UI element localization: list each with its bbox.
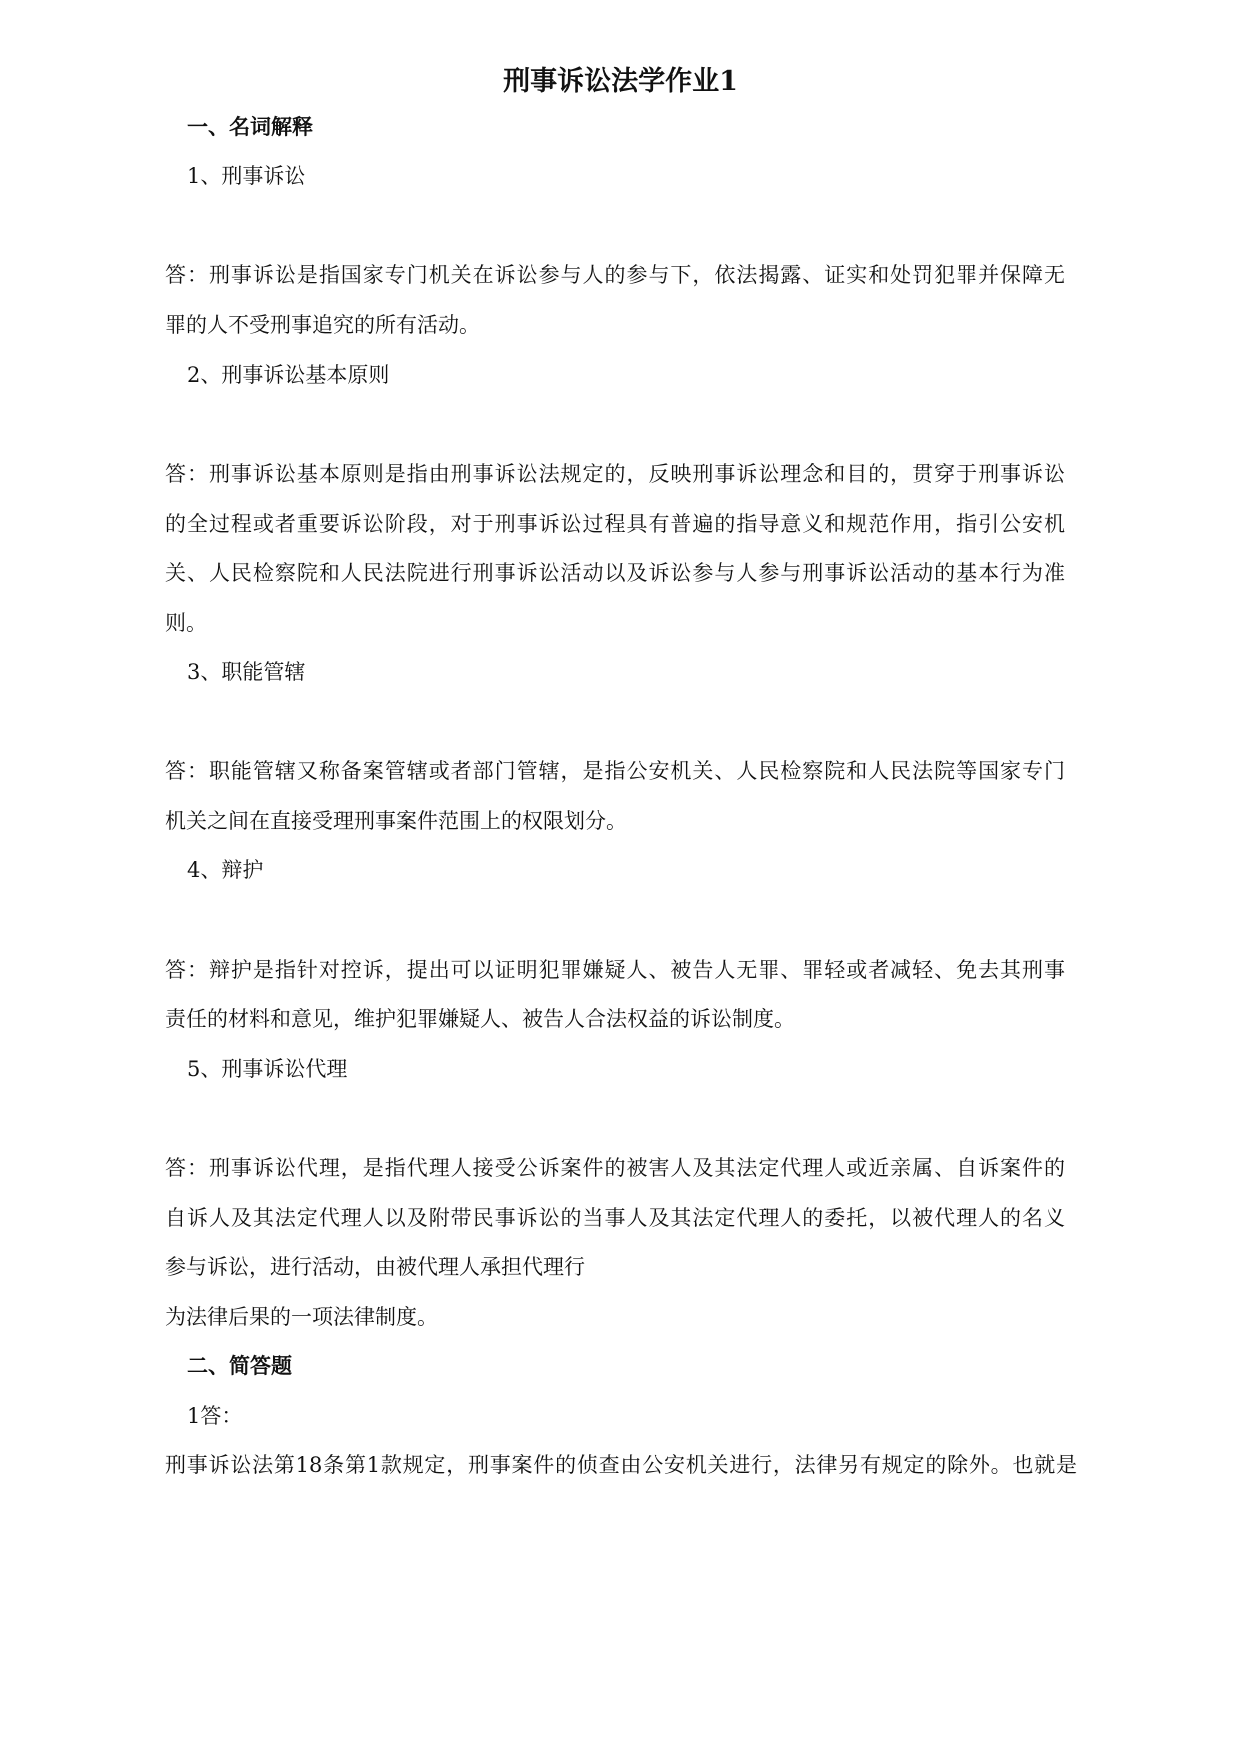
answer-line: 答：刑事诉讼基本原则是指由刑事诉讼法规定的，反映刑事诉讼理念和目的，贯穿于刑事诉讼 bbox=[165, 462, 1065, 486]
answer-line: 则。 bbox=[165, 611, 207, 635]
term-label: 2、刑事诉讼基本原则 bbox=[187, 363, 390, 387]
document-title: 刑事诉讼法学作业1 bbox=[503, 66, 738, 97]
section-heading-definitions: 一、名词解释 bbox=[187, 114, 313, 139]
term-label: 3、职能管辖 bbox=[187, 660, 306, 684]
answer-line: 的全过程或者重要诉讼阶段，对于刑事诉讼过程具有普遍的指导意义和规范作用，指引公安机 bbox=[165, 512, 1065, 536]
answer-line: 答：刑事诉讼是指国家专门机关在诉讼参与人的参与下，依法揭露、证实和处罚犯罪并保障无 bbox=[165, 263, 1065, 287]
answer-line: 刑事诉讼法第18条第1款规定，刑事案件的侦查由公安机关进行，法律另有规定的除外。也就是 bbox=[165, 1453, 1077, 1477]
term-label: 5、刑事诉讼代理 bbox=[187, 1057, 348, 1081]
answer-line: 答：职能管辖又称备案管辖或者部门管辖，是指公安机关、人民检察院和人民法院等国家专门 bbox=[165, 759, 1065, 783]
answer-line: 关、人民检察院和人民法院进行刑事诉讼活动以及诉讼参与人参与刑事诉讼活动的基本行为准 bbox=[165, 561, 1065, 585]
question-label: 1答： bbox=[187, 1404, 243, 1428]
answer-line: 责任的材料和意见，维护犯罪嫌疑人、被告人合法权益的诉讼制度。 bbox=[165, 1007, 795, 1031]
answer-line: 机关之间在直接受理刑事案件范围上的权限划分。 bbox=[165, 809, 627, 833]
answer-line: 参与诉讼，进行活动，由被代理人承担代理行 bbox=[165, 1255, 585, 1279]
term-label: 1、刑事诉讼 bbox=[187, 164, 306, 188]
answer-line: 答：刑事诉讼代理，是指代理人接受公诉案件的被害人及其法定代理人或近亲属、自诉案件的 bbox=[165, 1156, 1065, 1180]
section-heading-short-answer: 二、简答题 bbox=[187, 1353, 292, 1378]
answer-line: 为法律后果的一项法律制度。 bbox=[165, 1305, 438, 1329]
answer-line: 自诉人及其法定代理人以及附带民事诉讼的当事人及其法定代理人的委托，以被代理人的名义 bbox=[165, 1206, 1065, 1230]
term-label: 4、辩护 bbox=[187, 858, 264, 882]
answer-line: 罪的人不受刑事追究的所有活动。 bbox=[165, 313, 480, 337]
answer-line: 答：辩护是指针对控诉，提出可以证明犯罪嫌疑人、被告人无罪、罪轻或者减轻、免去其刑事 bbox=[165, 958, 1065, 982]
